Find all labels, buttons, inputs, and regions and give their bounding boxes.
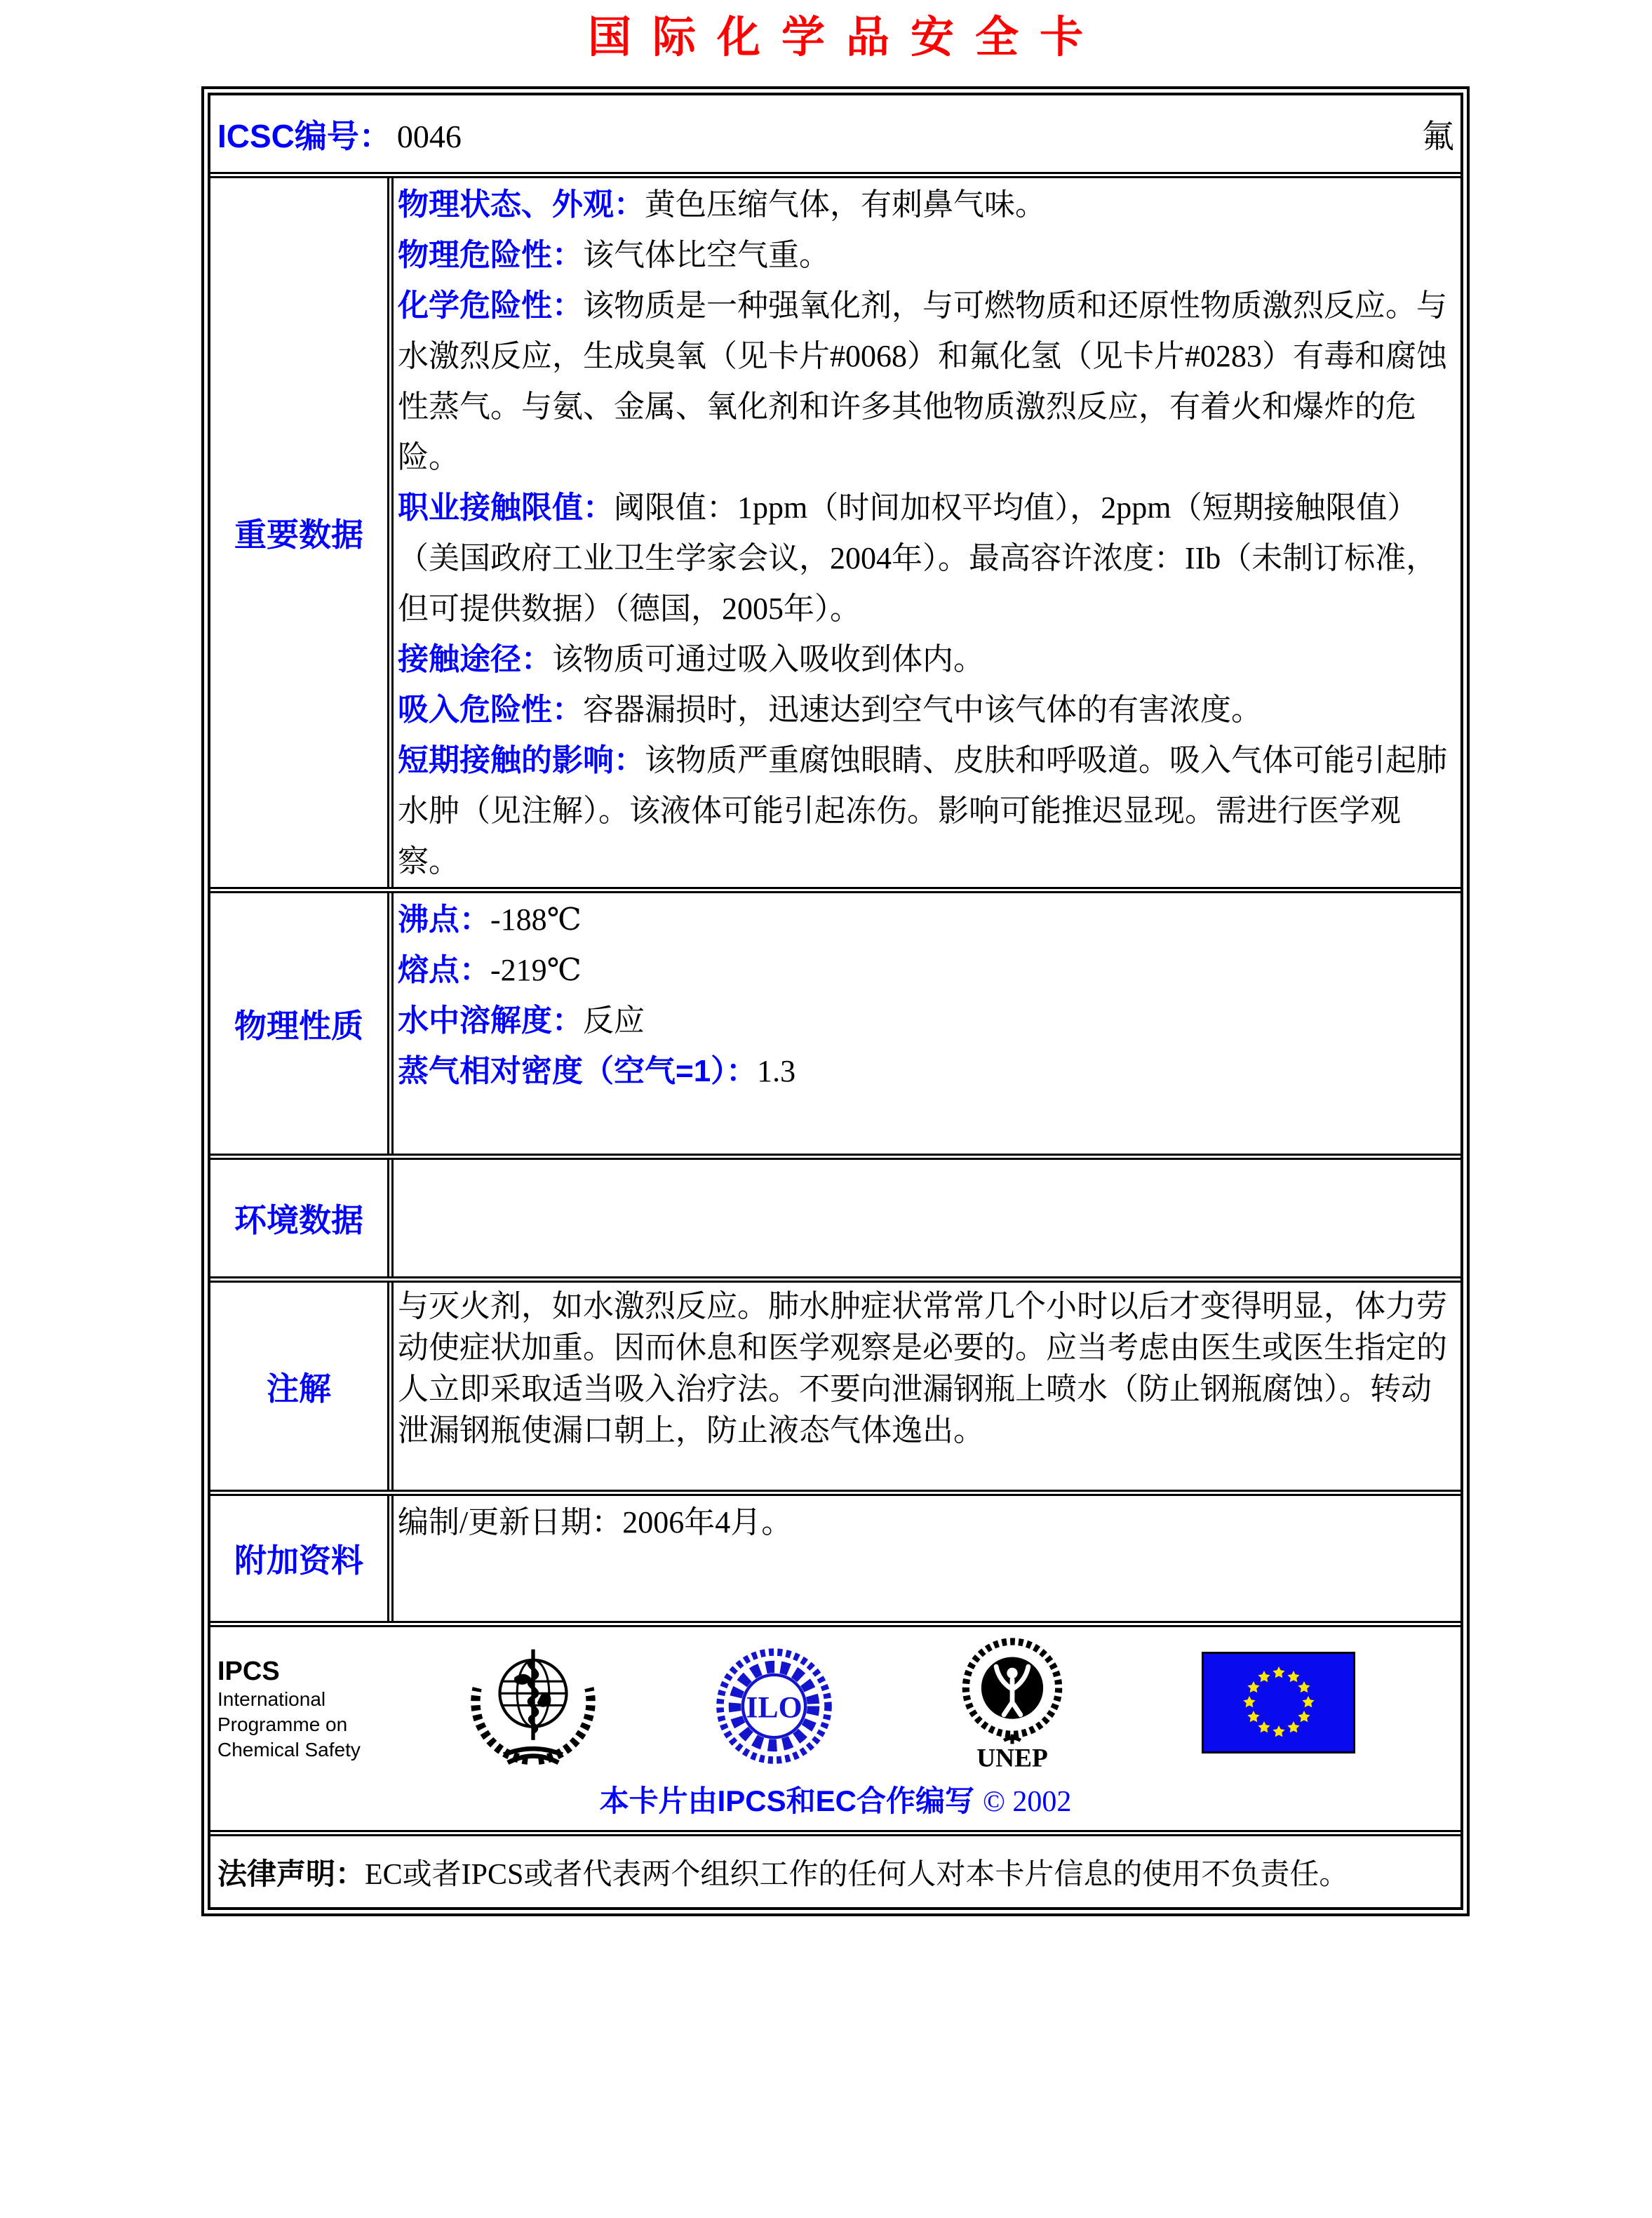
unep-logo-icon [953,1636,1072,1769]
credit-text: 本卡片由IPCS和EC合作编写 [599,1784,974,1817]
data-field [398,1497,1451,1548]
unep-letters: UNEP [976,1744,1048,1769]
legal-notice-label: 法律声明： [217,1857,365,1890]
icsc-number-label: ICSC编号： [217,117,391,154]
section-content [387,1160,1460,1276]
field-label: 职业接触限值： [398,490,614,525]
field-text: -188℃ [490,902,582,937]
field-text: 与灭火剂，如水激烈反应。肺水肿症状常常几个小时以后才变得明显，体力劳动使症状加重。因而休息和医学观察是必要的。应当考虑由医生或医生指定的人立即采取适当吸入治疗法。不要向泄漏钢瓶上喷水（防止钢瓶腐蚀）。转动泄漏钢瓶使漏口朝上，防止液态气体逸出。 [398,1289,1447,1448]
data-field [398,180,1451,230]
data-field [398,685,1451,735]
field-label: 蒸气相对密度（空气=1）： [398,1054,758,1088]
data-field [398,281,1451,483]
field-text: 该物质可通过吸入吸收到体内。 [552,642,984,676]
ipcs-block [217,1656,393,1763]
section-content [387,1496,1460,1621]
section-physical-properties [210,887,1460,1154]
icsc-card [201,86,1470,1916]
field-label: 物理危险性： [398,238,583,272]
section-label: 附加资料 [234,1542,363,1579]
credit-line [210,1778,1460,1820]
card-header-row [210,95,1460,172]
organizations-row [210,1621,1460,1830]
data-field [398,634,1451,685]
field-text: -219℃ [490,953,582,987]
data-field [398,1285,1451,1451]
ilo-logo-icon [706,1645,842,1768]
data-field [398,945,1451,996]
who-logo-icon [466,1636,600,1772]
section-label: 环境数据 [234,1202,363,1238]
legal-notice-text: EC或者IPCS或者代表两个组织工作的任何人对本卡片信息的使用不负责任。 [365,1858,1349,1891]
field-label: 化学危险性： [398,288,583,323]
data-field [398,230,1451,281]
field-label: 短期接触的影响： [398,743,645,777]
data-field [398,895,1451,945]
field-text: 黄色压缩气体，有刺鼻气味。 [645,187,1046,222]
section-label: 重要数据 [234,516,363,553]
section-content [387,893,1460,1154]
data-field [398,483,1451,634]
page-title: 国际化学品安全卡 [587,13,1104,62]
legal-notice-row [210,1830,1460,1907]
eu-flag-icon [1202,1652,1355,1753]
field-label: 水中溶解度： [398,1003,583,1038]
section-content [387,1283,1460,1490]
section-label: 注解 [267,1370,331,1407]
section-important-data [210,172,1460,887]
field-text: 该物质严重腐蚀眼睛、皮肤和呼吸道。吸入气体可能引起肺水肿（见注解）。该液体可能引起冻伤。影响可能推迟显现。需进行医学观察。 [398,743,1447,878]
field-text: 编制/更新日期：2006年4月。 [398,1505,793,1539]
ipcs-programme-name: International Programme on Chemical Safety [217,1688,361,1761]
section-notes [210,1276,1460,1490]
field-text: 该物质是一种强氧化剂，与可燃物质和还原性物质激烈反应。与水激烈反应，生成臭氧（见卡片#0068）和氟化氢（见卡片#0283）有毒和腐蚀性蒸气。与氨、金属、氧化剂和许多其他物质激烈反应，有着火和爆炸的危险。 [398,288,1447,474]
field-label: 吸入危险性： [398,693,583,727]
field-label: 接触途径： [398,642,552,676]
data-field [398,996,1451,1046]
section-additional-information [210,1490,1460,1621]
field-text: 容器漏损时，迅速达到空气中该气体的有害浓度。 [583,693,1262,727]
data-field [398,735,1451,887]
field-text: 该气体比空气重。 [583,238,830,272]
ilo-letters: ILO [746,1690,803,1725]
substance-name: 氟 [1422,118,1454,154]
field-text: 阈限值：1ppm（时间加权平均值），2ppm（短期接触限值）（美国政府工业卫生学家会议，2004年）。最高容许浓度：IIb（未制订标准，但可提供数据）（德国，2005年）。 [398,490,1437,626]
icsc-number-value: 0046 [396,118,462,154]
field-label: 物理状态、外观： [398,187,645,222]
section-environmental-data [210,1154,1460,1276]
section-content [387,178,1460,887]
ipcs-acronym: IPCS [217,1657,280,1686]
section-label: 物理性质 [234,1007,363,1044]
field-label: 熔点： [398,953,490,987]
field-text: 1.3 [757,1054,796,1088]
data-field [398,1046,1451,1097]
copyright-text: © 2002 [982,1786,1072,1818]
field-text: 反应 [583,1003,645,1038]
icsc-number [217,111,462,157]
field-label: 沸点： [398,902,490,937]
